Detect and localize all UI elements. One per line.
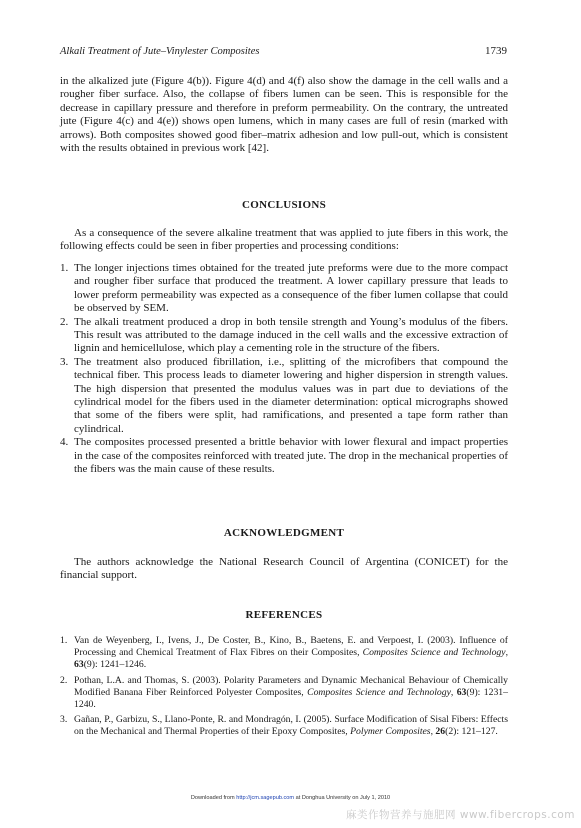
reference-citation: Van de Weyenberg, I., Ivens, J., De Coster, B., Kino, B., Baetens, E. and Verpoest, I. (2003). Influence of Processing and Chemical Treatment of Flax Fibres on their Composites, xyxy=(74,635,508,659)
download-footer xyxy=(0,795,581,801)
reference-text xyxy=(74,714,508,738)
reference-pages: (9): 1231–1240. xyxy=(74,686,508,711)
reference-volume: 63 xyxy=(74,659,84,671)
reference-number: 2. xyxy=(60,674,68,686)
conclusion-item xyxy=(60,356,508,436)
acknowledgment-heading: ACKNOWLEDGMENT xyxy=(223,527,345,539)
footer-suffix: at Donghua University on July 1, 2010 xyxy=(294,795,391,801)
reference-number: 3. xyxy=(60,714,68,726)
body-paragraph: in the alkalized jute (Figure 4(b)). Figure 4(d) and 4(f) also show the damage in the cell walls and a rougher fiber surface. Also, the collapse of fibers lumen can be seen. This is responsible for the decrease in capillary pressure and therefore in preform permeability. On the contrary, the untreated jute (Figure 4(c) and 4(e)) shows open lumens, which in many cases are full of resin (marked with arrows). Both composites showed good fiber–matrix adhesion and low pull-out, which is consistent with the results obtained in previous work [42]. xyxy=(60,75,508,155)
reference-number: 1. xyxy=(60,635,68,646)
conclusion-text: The longer injections times obtained for the treated jute preforms were due to the more compact and rougher fiber surface that produced the treatment. A lower capillary pressure that leads to lower preform permeability was expected as a consequence of the fiber lumen collapse that could be observed by SEM. xyxy=(74,262,508,315)
conclusions-intro: As a consequence of the severe alkaline treatment that was applied to jute fibers in this work, the following effects could be seen in fiber properties and processing conditions: xyxy=(60,227,508,253)
conclusion-text: The treatment also produced fibrillation, i.e., splitting of the microfibers that compound the technical fiber. This process leads to diameter lowering and higher dispersion in strength values. The high dispersion that presented the modulus values was in part due to deviations of the cylindrical model for the fibers used in the diameter determination: optical micrographs showed that some of the fibers were split, had ramifications, and presented a tape form rather than cylindrical. xyxy=(74,355,508,435)
reference-separator: , xyxy=(430,726,436,738)
reference-journal: Composites Science and Technology xyxy=(362,647,506,659)
site-watermark: 麻类作物营养与施肥网 www.fibercrops.com xyxy=(346,809,575,821)
conclusion-text: The composites processed presented a brittle behavior with lower flexural and impact properties in the case of the composites reinforced with treated jute. The drop in the mechanical properties of the fibers was the main cause of these results. xyxy=(74,436,508,476)
reference-item xyxy=(60,675,508,712)
footer-url-link[interactable]: http://jcm.sagepub.com xyxy=(236,795,295,801)
reference-citation: Gañan, P., Garbizu, S., Llano-Ponte, R. and Mondragón, I. (2005). Surface Modification of Sisal Fibers: Effects on the Mechanical and Thermal Properties of their Epoxy Composites, xyxy=(74,714,508,738)
references-list xyxy=(60,635,508,742)
reference-item xyxy=(60,635,508,672)
conclusions-heading: CONCLUSIONS xyxy=(242,199,326,211)
reference-volume: 63 xyxy=(456,686,467,698)
conclusion-number: 3. xyxy=(60,355,69,368)
conclusion-item xyxy=(60,316,508,356)
reference-separator: , xyxy=(450,686,457,698)
reference-pages: (9): 1241–1246. xyxy=(83,659,147,671)
reference-text xyxy=(74,635,508,672)
reference-journal: Polymer Composites xyxy=(350,726,431,738)
footer-prefix: Downloaded from xyxy=(190,795,237,801)
reference-separator: , xyxy=(505,647,508,659)
page-number: 1739 xyxy=(485,45,507,57)
conclusions-list xyxy=(60,262,508,477)
reference-text xyxy=(74,675,508,712)
reference-citation: Pothan, L.A. and Thomas, S. (2003). Polarity Parameters and Dynamic Mechanical Behaviour of Chemically Modified Banana Fiber Reinforced Polyester Composites, xyxy=(74,674,508,698)
reference-journal: Composites Science and Technology xyxy=(307,686,451,698)
conclusion-text: The alkali treatment produced a drop in both tensile strength and Young’s modulus of the fibers. This result was attributed to the damage induced in the cell walls and the excessive extraction of lignin and hemicellulose, which play a cementing role in the structure of the fibers. xyxy=(74,315,508,355)
reference-item xyxy=(60,714,508,738)
conclusion-number: 4. xyxy=(60,436,69,449)
conclusion-number: 2. xyxy=(60,315,69,328)
acknowledgment-text: The authors acknowledge the National Research Council of Argentina (CONICET) for the financial support. xyxy=(60,556,508,582)
conclusion-item xyxy=(60,262,508,316)
reference-pages: (2): 121–127. xyxy=(445,726,498,738)
conclusion-number: 1. xyxy=(60,262,69,274)
conclusion-item xyxy=(60,436,508,476)
reference-volume: 26 xyxy=(435,726,446,738)
running-title: Alkali Treatment of Jute–Vinylester Composites xyxy=(60,46,260,57)
references-heading: REFERENCES xyxy=(245,609,323,621)
